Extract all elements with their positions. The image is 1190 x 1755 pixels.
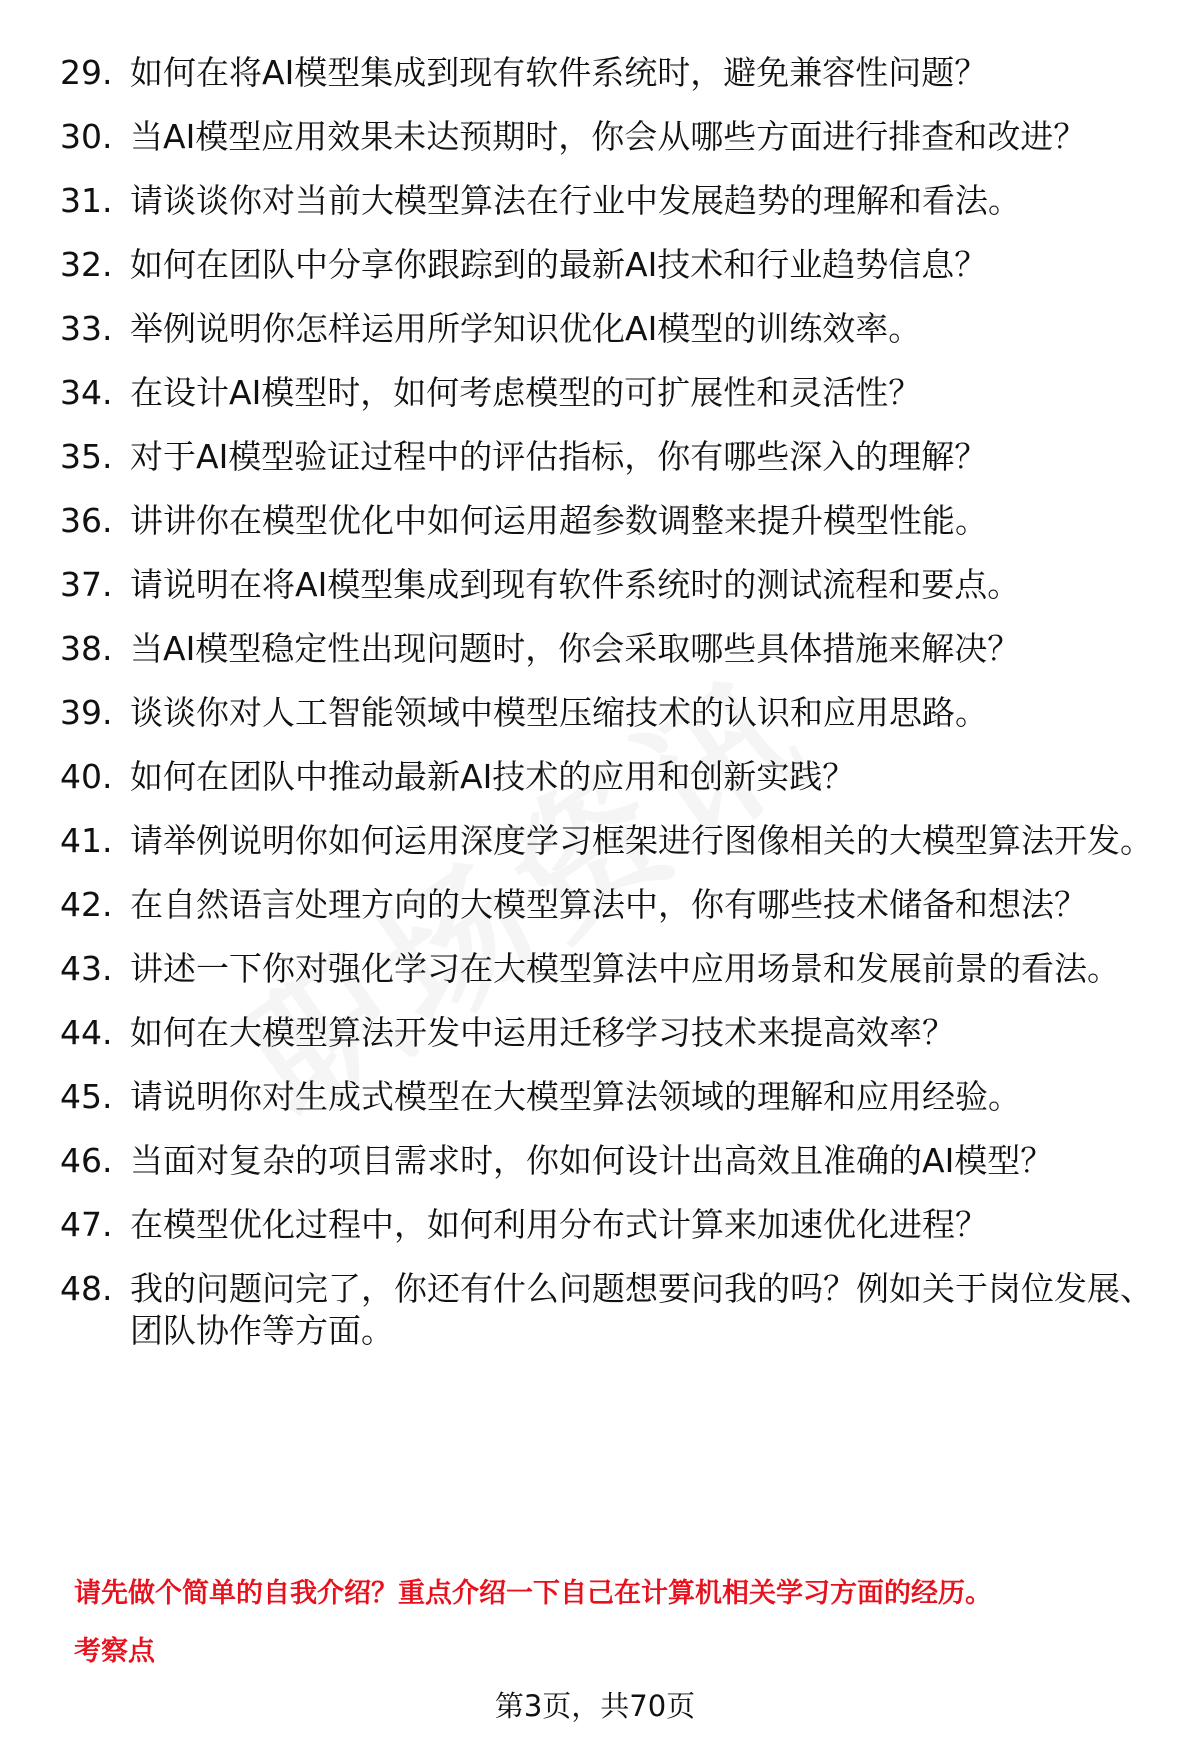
question-text: 当面对复杂的项目需求时，你如何设计出高效且准确的AI模型？ <box>130 1141 1054 1180</box>
question-number: 42. <box>60 885 113 924</box>
section-heading: 考察点 <box>74 1636 155 1667</box>
question-number: 35. <box>60 437 113 476</box>
list-item <box>60 884 1160 926</box>
question-number: 36. <box>60 501 113 540</box>
question-text: 在自然语言处理方向的大模型算法中，你有哪些技术储备和想法？ <box>130 885 1087 924</box>
question-text: 如何在将AI模型集成到现有软件系统时，避免兼容性问题？ <box>130 53 988 92</box>
question-number: 38. <box>60 629 113 668</box>
question-number: 43. <box>60 949 113 988</box>
question-text: 讲述一下你对强化学习在大模型算法中应用场景和发展前景的看法。 <box>130 949 1120 988</box>
list-item <box>60 1268 1160 1352</box>
list-item <box>60 1012 1160 1054</box>
page-number-footer: 第3页，共70页 <box>494 1689 696 1723</box>
question-text: 如何在团队中分享你跟踪到的最新AI技术和行业趋势信息？ <box>130 245 988 284</box>
highlight-question: 请先做个简单的自我介绍？重点介绍一下自己在计算机相关学习方面的经历。 <box>74 1578 992 1609</box>
list-item <box>60 372 1160 414</box>
question-number: 33. <box>60 309 113 348</box>
list-item <box>60 1076 1160 1118</box>
question-text: 如何在大模型算法开发中运用迁移学习技术来提高效率？ <box>130 1013 955 1052</box>
question-text: 对于AI模型验证过程中的评估指标，你有哪些深入的理解？ <box>130 437 988 476</box>
list-item <box>60 1204 1160 1246</box>
list-item <box>60 500 1160 542</box>
question-number: 29. <box>60 53 113 92</box>
question-number: 34. <box>60 373 113 412</box>
question-text: 如何在团队中推动最新AI技术的应用和创新实践？ <box>130 757 856 796</box>
question-number: 40. <box>60 757 113 796</box>
question-number: 47. <box>60 1205 113 1244</box>
list-item <box>60 436 1160 478</box>
question-text: 当AI模型稳定性出现问题时，你会采取哪些具体措施来解决？ <box>130 629 1021 668</box>
list-item <box>60 756 1160 798</box>
question-text: 请谈谈你对当前大模型算法在行业中发展趋势的理解和看法。 <box>130 181 1021 220</box>
question-number: 31. <box>60 181 113 220</box>
list-item <box>60 564 1160 606</box>
question-number: 46. <box>60 1141 113 1180</box>
question-text: 在设计AI模型时，如何考虑模型的可扩展性和灵活性？ <box>130 373 922 412</box>
question-number: 37. <box>60 565 113 604</box>
question-number: 30. <box>60 117 113 156</box>
question-text: 在模型优化过程中，如何利用分布式计算来加速优化进程？ <box>130 1205 988 1244</box>
list-item <box>60 628 1160 670</box>
question-text: 谈谈你对人工智能领域中模型压缩技术的认识和应用思路。 <box>130 693 988 732</box>
question-text: 讲讲你在模型优化中如何运用超参数调整来提升模型性能。 <box>130 501 988 540</box>
question-number: 39. <box>60 693 113 732</box>
question-text: 举例说明你怎样运用所学知识优化AI模型的训练效率。 <box>130 309 922 348</box>
question-text: 请说明你对生成式模型在大模型算法领域的理解和应用经验。 <box>130 1077 1021 1116</box>
list-item <box>60 52 1160 94</box>
list-item <box>60 244 1160 286</box>
question-number: 45. <box>60 1077 113 1116</box>
list-item <box>60 308 1160 350</box>
question-number: 48. <box>60 1269 113 1308</box>
question-number: 41. <box>60 821 113 860</box>
list-item <box>60 180 1160 222</box>
list-item <box>60 820 1160 862</box>
question-number: 44. <box>60 1013 113 1052</box>
list-item <box>60 1140 1160 1182</box>
list-item <box>60 948 1160 990</box>
list-item <box>60 692 1160 734</box>
question-number: 32. <box>60 245 113 284</box>
question-text: 我的问题问完了，你还有什么问题想要问我的吗？例如关于岗位发展、团队协作等方面。 <box>130 1269 1153 1350</box>
question-text: 当AI模型应用效果未达预期时，你会从哪些方面进行排查和改进？ <box>130 117 1087 156</box>
question-text: 请说明在将AI模型集成到现有软件系统时的测试流程和要点。 <box>130 565 1021 604</box>
question-list <box>60 52 1160 1374</box>
list-item <box>60 116 1160 158</box>
question-text: 请举例说明你如何运用深度学习框架进行图像相关的大模型算法开发。 <box>130 821 1153 860</box>
